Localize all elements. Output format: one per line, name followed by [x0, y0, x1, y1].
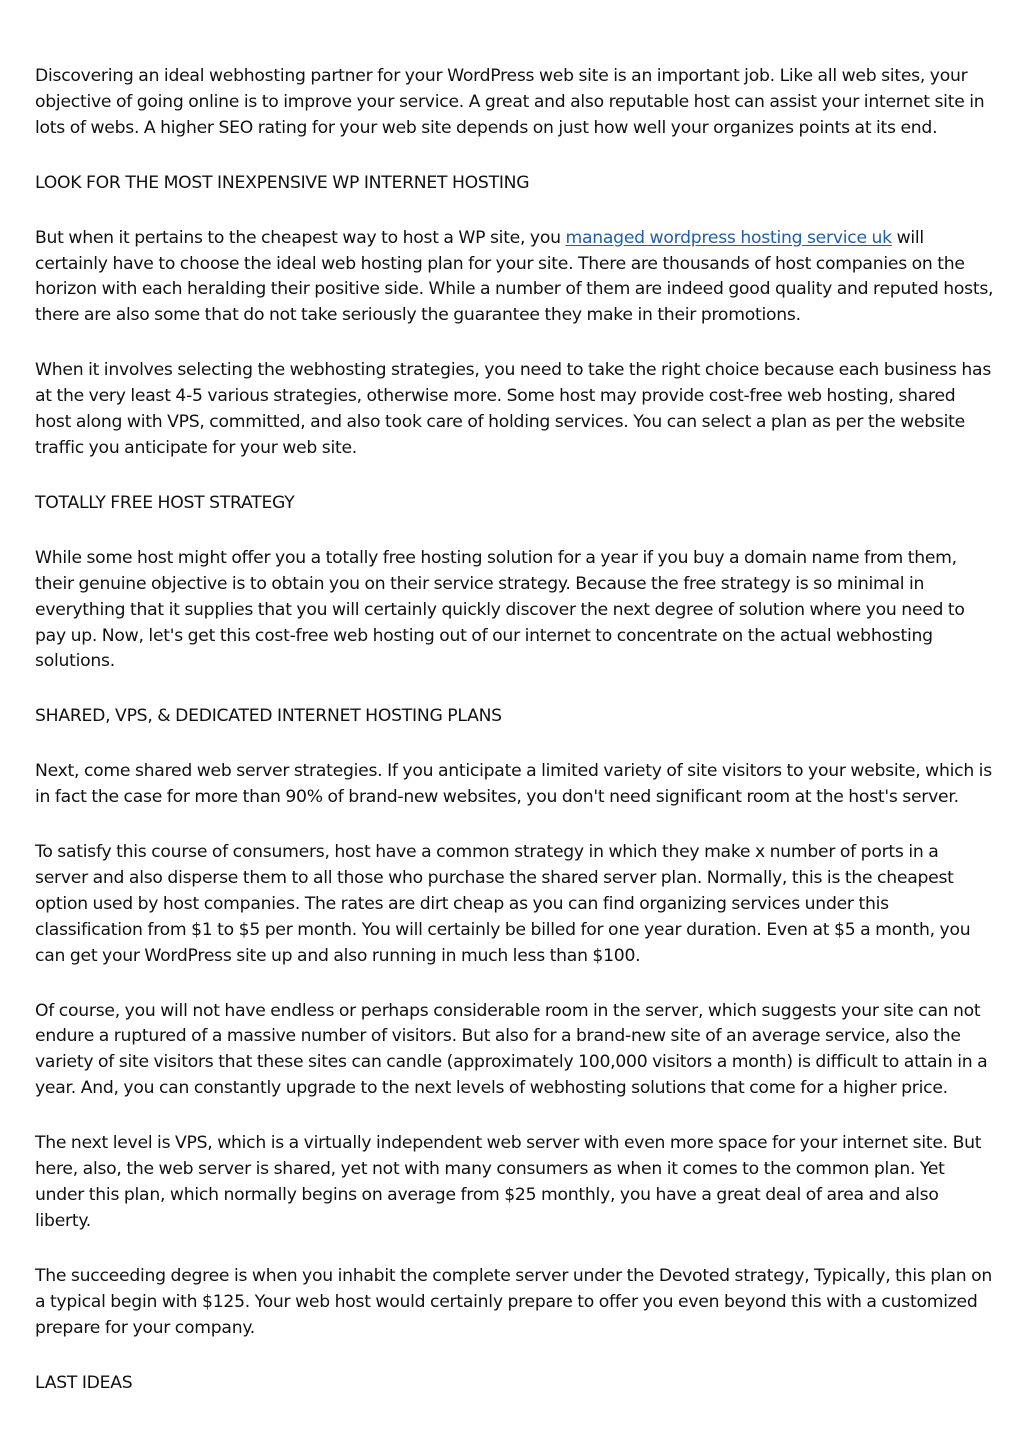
hosting-strategies-paragraph: When it involves selecting the webhosting strategies, you need to take the right choice because each business has at the very least 4-5 various strategies, otherwise more. Some host may provide cost-free web hosting, shared host along with VPS, committed, and also took care of holding services. You can select a plan as per the website traffic you anticipate for your web site. [35, 360, 992, 458]
section-heading-last-ideas: LAST IDEAS [35, 1372, 133, 1393]
paragraph-text-before-link: But when it pertains to the cheapest way to host a WP site, you [35, 227, 566, 248]
section-heading-hosting-plans: SHARED, VPS, & DEDICATED INTERNET HOSTING PLANS [35, 706, 502, 727]
article-body [35, 64, 995, 1425]
common-strategy-paragraph: To satisfy this course of consumers, host have a common strategy in which they make x number of ports in a server and also disperse them to all those who purchase the shared server plan. Normally, this is the cheapest option used by host companies. The rates are dirt cheap as you can find organizing services under this classification from $1 to $5 per month. You will certainly be billed for one year duration. Even at $5 a month, you can get your WordPress site up and also running in much less than $100. [35, 842, 971, 966]
intro-paragraph: Discovering an ideal webhosting partner for your WordPress web site is an important job. Like all web sites, your objective of going online is to improve your service. A great and also reputable host can assist your internet site in lots of webs. A higher SEO rating for your web site depends on just how well your organizes points at its end. [35, 66, 985, 138]
free-host-paragraph: While some host might offer you a totally free hosting solution for a year if you buy a domain name from them, their genuine objective is to obtain you on their service strategy. Because the free strategy is so minimal in everything that it supplies that you will certainly quickly discover the next degree of solution where you need to pay up. Now, let's get this cost-free web hosting out of our internet to concentrate on the actual webhosting solutions. [35, 547, 965, 672]
managed-wordpress-hosting-link[interactable]: managed wordpress hosting service uk [565, 227, 892, 248]
section-heading-cheapest-hosting: LOOK FOR THE MOST INEXPENSIVE WP INTERNET HOSTING [35, 172, 530, 193]
paragraph-text-after-link: will certainly have to choose the ideal web hosting plan for your site. There are thousands of host companies on the horizon with each heralding their positive side. While a number of them are indeed good quality and reputed hosts, there are also some that do not take seriously the guarantee they make in their promotions. [35, 227, 994, 326]
server-room-paragraph: Of course, you will not have endless or perhaps considerable room in the server, which suggests your site can not endure a ruptured of a massive number of visitors. But also for a brand-new site of an average service, also the variety of site visitors that these sites can candle (approximately 100,000 visitors a month) is difficult to attain in a year. And, you can constantly upgrade to the next levels of webhosting solutions that come for a higher price. [35, 1000, 988, 1099]
dedicated-paragraph: The succeeding degree is when you inhabit the complete server under the Devoted strategy, Typically, this plan on a typical begin with $125. Your web host would certainly prepare to offer you even beyond this with a customized prepare for your company. [35, 1265, 992, 1338]
section-heading-free-host: TOTALLY FREE HOST STRATEGY [35, 492, 295, 513]
shared-server-paragraph: Next, come shared web server strategies. If you anticipate a limited variety of site visitors to your website, which is in fact the case for more than 90% of brand-new websites, you don't need significant room at the host's server. [35, 761, 992, 808]
vps-paragraph: The next level is VPS, which is a virtually independent web server with even more space for your internet site. But here, also, the web server is shared, yet not with many consumers as when it comes to the common plan. Yet under this plan, which normally begins on average from $25 monthly, you have a great deal of area and also liberty. [35, 1133, 982, 1231]
cheapest-hosting-paragraph [35, 226, 995, 330]
